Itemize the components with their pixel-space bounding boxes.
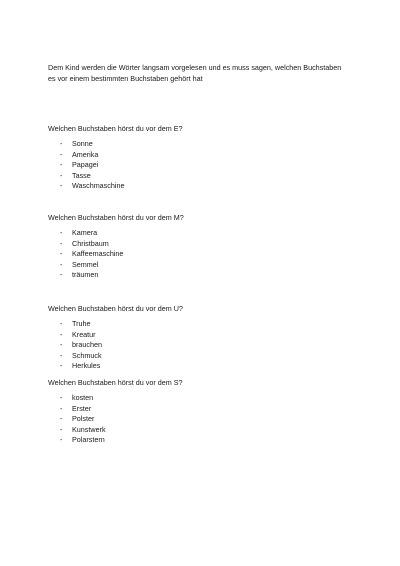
- list-item: - Kaffeemaschine: [60, 249, 124, 259]
- list-item: - Amerika: [60, 149, 99, 159]
- list-item: - Kamera: [60, 228, 98, 237]
- list-item: - Kunstwerk: [60, 424, 106, 434]
- bullet-dash: -: [60, 139, 63, 148]
- bullet-dash: -: [60, 435, 63, 445]
- bullet-dash: -: [60, 249, 63, 259]
- word-list-u: [48, 319, 348, 372]
- list-item: - Schmuck: [60, 350, 102, 360]
- list-item: - Erster: [60, 403, 92, 413]
- list-item: - Truhe: [60, 319, 91, 328]
- word-list-s: [48, 393, 348, 446]
- bullet-dash: -: [60, 329, 63, 339]
- bullet-dash: -: [60, 350, 63, 360]
- bullet-dash: -: [60, 160, 63, 170]
- bullet-dash: -: [60, 414, 63, 424]
- list-item: - Tasse: [60, 170, 91, 180]
- intro-line-1: Dem Kind werden die Wörter langsam vorgelesen und es muss sagen, welchen Buchstaben: [48, 63, 342, 72]
- bullet-dash: -: [60, 361, 63, 371]
- question-e: Welchen Buchstaben hörst du vor dem E?: [48, 124, 183, 133]
- bullet-dash: -: [60, 238, 63, 248]
- bullet-dash: -: [60, 424, 63, 434]
- bullet-dash: -: [60, 259, 63, 269]
- bullet-dash: -: [60, 149, 63, 159]
- list-item: - träumen: [60, 270, 99, 280]
- question-s: Welchen Buchstaben hörst du vor dem S?: [48, 378, 183, 387]
- list-item: - Waschmaschine: [60, 181, 125, 191]
- bullet-dash: -: [60, 228, 63, 237]
- list-item: - Christbaum: [60, 238, 109, 248]
- bullet-dash: -: [60, 403, 63, 413]
- list-item: - Polarstern: [60, 435, 105, 445]
- bullet-dash: -: [60, 181, 63, 191]
- list-item: - Sonne: [60, 139, 93, 148]
- bullet-dash: -: [60, 393, 63, 402]
- list-item: - kosten: [60, 393, 94, 402]
- list-item: - Polster: [60, 414, 95, 424]
- list-item: - Kreatur: [60, 329, 96, 339]
- list-item: - brauchen: [60, 340, 102, 350]
- section-e: [48, 124, 348, 192]
- question-m: Welchen Buchstaben hörst du vor dem M?: [48, 213, 184, 222]
- word-list-m: [48, 228, 348, 281]
- intro-text: [48, 62, 368, 84]
- section-s: [48, 378, 348, 446]
- list-item: - Semmel: [60, 259, 99, 269]
- intro-line-2: es vor einem bestimmten Buchstaben gehört hat: [48, 74, 203, 83]
- question-u: Welchen Buchstaben hörst du vor dem U?: [48, 304, 183, 313]
- bullet-dash: -: [60, 270, 63, 280]
- section-u: [48, 304, 348, 372]
- list-item: - Herkules: [60, 361, 101, 371]
- bullet-dash: -: [60, 319, 63, 328]
- list-item: - Papagei: [60, 160, 99, 170]
- word-list-e: [48, 139, 348, 192]
- bullet-dash: -: [60, 170, 63, 180]
- bullet-dash: -: [60, 340, 63, 350]
- section-m: [48, 213, 348, 281]
